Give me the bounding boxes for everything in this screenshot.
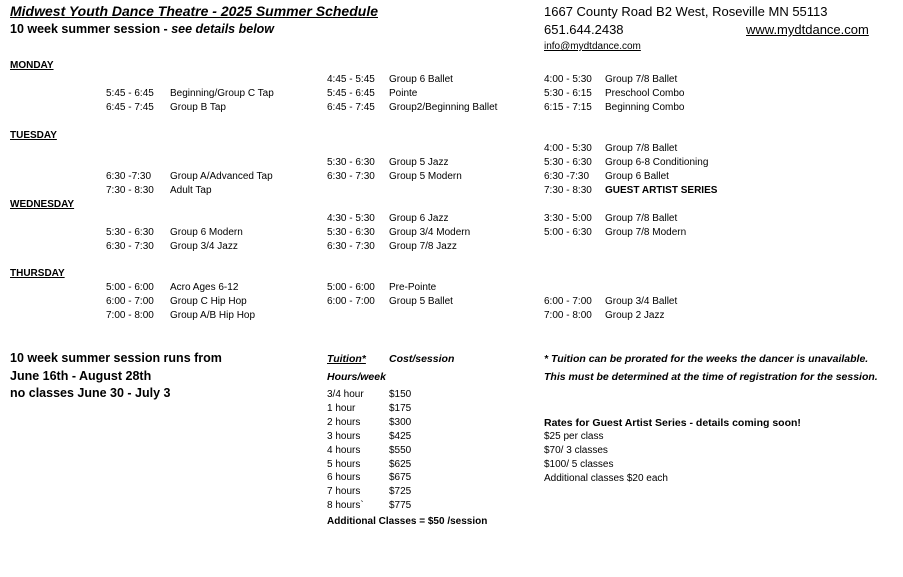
- schedule-row: [106, 309, 306, 323]
- class-name: Group 6-8 Conditioning: [605, 156, 709, 168]
- guest-rates-title: Rates for Guest Artist Series - details coming soon!: [544, 417, 801, 429]
- class-time: 3:30 - 5:00: [544, 213, 592, 224]
- class-time: 4:00 - 5:30: [544, 143, 592, 154]
- schedule-row: [327, 240, 527, 254]
- class-name: Group 3/4 Ballet: [605, 296, 678, 307]
- tuition-row: [327, 388, 467, 402]
- class-name: Group 7/8 Ballet: [605, 74, 678, 85]
- phone: 651.644.2438: [544, 22, 624, 37]
- class-time: 5:30 - 6:15: [544, 87, 592, 99]
- schedule-row: [327, 170, 527, 184]
- day-label-monday: MONDAY: [10, 60, 54, 71]
- schedule-row: [544, 101, 744, 115]
- tuition-hours: 3/4 hour: [327, 389, 364, 400]
- class-time: 6:00 - 7:00: [106, 295, 154, 307]
- schedule-row: [544, 295, 744, 309]
- cost-header: Cost/session: [389, 353, 455, 365]
- page-title: Midwest Youth Dance Theatre - 2025 Summer Schedule: [10, 3, 378, 19]
- tuition-header: [327, 353, 366, 365]
- schedule-row: [106, 170, 306, 184]
- tuition-row: [327, 402, 467, 416]
- schedule-row: [544, 184, 744, 198]
- tuition-cost: $550: [389, 444, 412, 456]
- class-time: 5:30 - 6:30: [544, 156, 592, 168]
- tuition-hours: 4 hours: [327, 444, 361, 456]
- tuition-cost: $300: [389, 416, 412, 428]
- tuition-cost: $175: [389, 402, 412, 414]
- additional-classes: Additional Classes = $50 /session: [327, 516, 488, 527]
- tuition-cost: $725: [389, 486, 412, 498]
- tuition-row: [327, 458, 467, 472]
- class-time: 6:30 -7:30: [544, 170, 590, 182]
- class-time: 6:30 - 7:30: [327, 170, 375, 182]
- tuition-hours: 7 hours: [327, 486, 361, 498]
- session-line-2: June 16th - August 28th: [10, 368, 152, 383]
- tuition-cost: $775: [389, 500, 412, 512]
- tuition-row: [327, 430, 467, 444]
- tuition-cost: $675: [389, 472, 412, 484]
- class-name: Group 5 Jazz: [389, 157, 449, 168]
- class-name: Group 7/8 Ballet: [605, 143, 678, 154]
- class-time: 5:30 - 6:30: [327, 226, 375, 238]
- schedule-row: [327, 87, 527, 101]
- class-time: 6:30 -7:30: [106, 171, 152, 182]
- class-name: GUEST ARTIST SERIES: [605, 184, 718, 196]
- tuition-hours: 3 hours: [327, 430, 361, 442]
- subtitle-main: 10 week summer session -: [10, 22, 172, 36]
- class-time: 5:00 - 6:00: [327, 282, 375, 293]
- class-time: 5:00 - 6:30: [544, 226, 592, 238]
- class-time: 6:45 - 7:45: [327, 101, 375, 113]
- schedule-row: [327, 101, 527, 115]
- schedule-row: [544, 73, 744, 87]
- class-time: 5:30 - 6:30: [327, 157, 375, 168]
- class-time: 6:45 - 7:45: [106, 101, 154, 113]
- tuition-hours: 6 hours: [327, 472, 361, 484]
- schedule-row: [106, 295, 306, 309]
- tuition-row: [327, 471, 467, 485]
- class-name: Group 3/4 Jazz: [170, 240, 238, 252]
- tuition-row: [327, 444, 467, 458]
- class-time: 6:30 - 7:30: [327, 240, 375, 252]
- address: 1667 County Road B2 West, Roseville MN 55113: [544, 4, 828, 19]
- tuition-header-label: Tuition*: [327, 353, 366, 365]
- schedule-row: [327, 73, 527, 87]
- class-time: 5:00 - 6:00: [106, 282, 154, 293]
- hours-header: Hours/week: [327, 371, 386, 383]
- class-name: Adult Tap: [170, 184, 212, 196]
- class-name: Group 6 Modern: [170, 227, 243, 238]
- class-time: 6:00 - 7:00: [327, 295, 375, 307]
- day-label-tuesday: TUESDAY: [10, 130, 57, 141]
- page-subtitle: [10, 22, 274, 36]
- prorate-note-1: * Tuition can be prorated for the weeks the dancer is unavailable.: [544, 353, 869, 365]
- class-name: Pointe: [389, 87, 418, 99]
- prorate-note-2: This must be determined at the time of registration for the session.: [544, 371, 878, 383]
- subtitle-italic: see details below: [171, 22, 275, 36]
- guest-rate-item: $100/ 5 classes: [544, 458, 614, 470]
- class-name: Beginning Combo: [605, 101, 685, 113]
- schedule-row: [106, 281, 306, 295]
- class-name: Group B Tap: [170, 101, 226, 113]
- class-name: Beginning/Group C Tap: [170, 88, 274, 99]
- schedule-row: [327, 212, 527, 226]
- class-name: Group 5 Modern: [389, 170, 462, 182]
- class-time: 5:45 - 6:45: [106, 88, 154, 99]
- class-name: Group 2 Jazz: [605, 309, 665, 321]
- session-info: [10, 350, 222, 403]
- schedule-row: [544, 170, 744, 184]
- class-name: Acro Ages 6-12: [170, 282, 239, 293]
- schedule-row: [106, 184, 306, 198]
- schedule-row: [544, 226, 744, 240]
- tuition-cost: $625: [389, 458, 412, 470]
- schedule-row: [544, 87, 744, 101]
- class-time: 7:00 - 8:00: [106, 309, 154, 321]
- schedule-row: [106, 240, 306, 254]
- tuition-hours: 1 hour: [327, 402, 356, 414]
- schedule-row: [106, 101, 306, 115]
- class-name: Group 5 Ballet: [389, 295, 453, 307]
- guest-rate-item: Additional classes $20 each: [544, 472, 668, 484]
- class-time: 4:00 - 5:30: [544, 74, 592, 85]
- schedule-row: [544, 212, 744, 226]
- email-link[interactable]: info@mydtdance.com: [544, 41, 641, 52]
- schedule-row: [544, 156, 744, 170]
- class-time: 6:00 - 7:00: [544, 296, 592, 307]
- class-name: Group C Hip Hop: [170, 295, 247, 307]
- schedule-row: [327, 226, 527, 240]
- tuition-row: [327, 485, 467, 499]
- tuition-hours: 2 hours: [327, 416, 361, 428]
- tuition-row: [327, 499, 467, 513]
- schedule-row: [327, 156, 527, 170]
- schedule-row: [544, 309, 744, 323]
- day-label-wednesday: WEDNESDAY: [10, 199, 75, 210]
- session-line-1: 10 week summer session runs from: [10, 351, 222, 365]
- guest-rate-item: $25 per class: [544, 431, 604, 442]
- class-time: 7:30 - 8:30: [544, 184, 592, 196]
- class-name: Group 6 Ballet: [605, 170, 669, 182]
- class-time: 6:15 - 7:15: [544, 101, 592, 113]
- guest-rate-item: $70/ 3 classes: [544, 444, 608, 456]
- class-name: Group 7/8 Modern: [605, 226, 687, 238]
- tuition-cost: $150: [389, 389, 412, 400]
- class-name: Group 6 Ballet: [389, 74, 453, 85]
- tuition-hours: 5 hours: [327, 458, 361, 470]
- class-name: Group 3/4 Modern: [389, 226, 471, 238]
- class-time: 6:30 - 7:30: [106, 240, 154, 252]
- tuition-cost: $425: [389, 430, 412, 442]
- schedule-row: [544, 142, 744, 156]
- class-name: Group 7/8 Jazz: [389, 240, 457, 252]
- class-time: 7:30 - 8:30: [106, 184, 154, 196]
- tuition-hours: 8 hours`: [327, 500, 364, 512]
- class-name: Group 7/8 Ballet: [605, 213, 678, 224]
- class-name: Group A/B Hip Hop: [170, 309, 256, 321]
- schedule-row: [327, 281, 527, 295]
- class-time: 5:30 - 6:30: [106, 227, 154, 238]
- day-label-thursday: THURSDAY: [10, 268, 65, 279]
- session-line-3: no classes June 30 - July 3: [10, 386, 171, 400]
- website-link[interactable]: www.mydtdance.com: [746, 22, 869, 37]
- class-name: Group 6 Jazz: [389, 213, 449, 224]
- class-name: Pre-Pointe: [389, 282, 437, 293]
- schedule-row: [106, 87, 306, 101]
- schedule-row: [327, 295, 527, 309]
- class-time: 7:00 - 8:00: [544, 309, 592, 321]
- class-name: Group A/Advanced Tap: [170, 171, 273, 182]
- class-name: Preschool Combo: [605, 87, 685, 99]
- class-name: Group2/Beginning Ballet: [389, 101, 498, 113]
- schedule-row: [106, 226, 306, 240]
- class-time: 4:30 - 5:30: [327, 213, 375, 224]
- class-time: 5:45 - 6:45: [327, 87, 375, 99]
- class-time: 4:45 - 5:45: [327, 74, 375, 85]
- tuition-row: [327, 416, 467, 430]
